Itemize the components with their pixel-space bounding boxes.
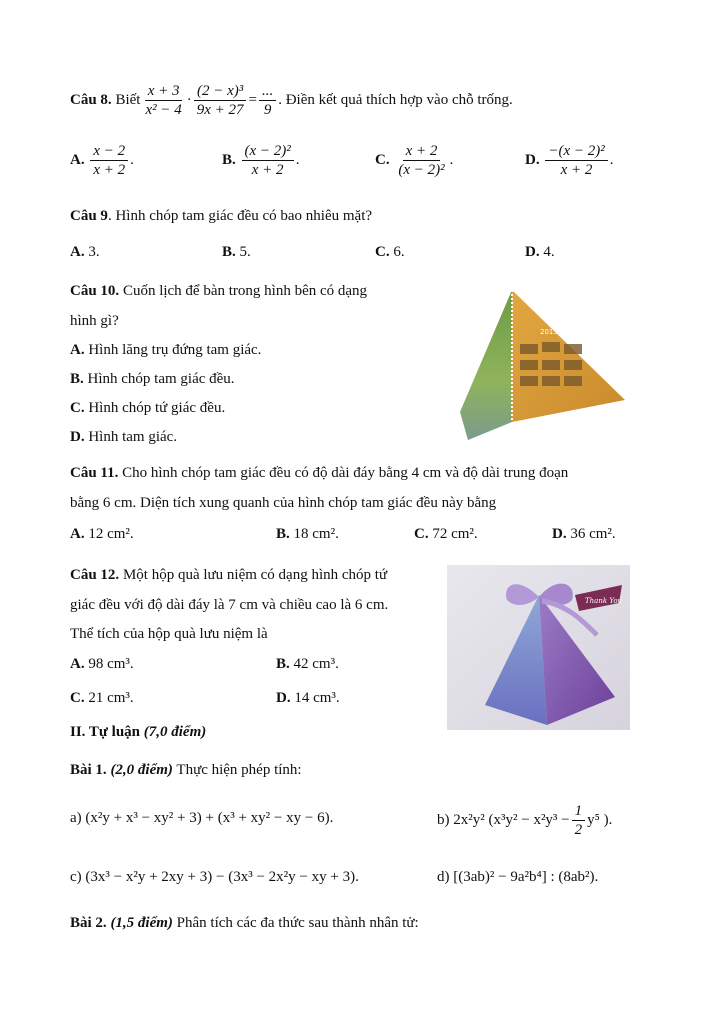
q8-fraction-3: $\frac{...}{9}$ (259, 82, 276, 119)
q9-stem (70, 208, 372, 225)
q8-lead: Biết (115, 91, 141, 108)
calendar-year: 2015 (540, 328, 558, 336)
q8-equals: = (248, 91, 257, 108)
q11-stem-line1: Câu 11. Cho hình chóp tam giác đều có độ dài đáy bằng 4 cm và độ dài trung đoạn (70, 465, 569, 481)
q12-stem-line2: giác đều với độ dài đáy là 7 cm và chiều cao là 6 cm. (70, 597, 389, 613)
q9-option-d: D. 4. (525, 244, 555, 260)
q10-option-c: C. Hình chóp tứ giác đều. (70, 400, 226, 416)
gift-box-pyramid-image (447, 565, 630, 730)
q8-stem (70, 80, 513, 120)
section2-heading: II. Tự luận (7,0 điểm) (70, 724, 207, 740)
q8-fraction-2: $\frac{\text{(2 − x)³}}{9x + 27}$ (194, 82, 247, 119)
q10-option-d: D. Hình tam giác. (70, 429, 178, 445)
q10-stem-line2: hình gì? (70, 313, 119, 329)
q12-stem-line3: Thể tích của hộp quà lưu niệm là (70, 626, 268, 642)
gift-tag-text: Thank You (585, 597, 623, 605)
q10-option-a: A. Hình lăng trụ đứng tam giác. (70, 342, 262, 358)
q8-tail: . Điền kết quả thích hợp vào chỗ trống. (278, 91, 513, 108)
q9-option-a: A. 3. (70, 244, 100, 260)
q10-stem-line1: Câu 10. Cuốn lịch để bàn trong hình bên có dạng (70, 283, 368, 299)
bai1-heading: Bài 1. (2,0 điểm) Thực hiện phép tính: (70, 762, 302, 778)
q12-stem-line1: Câu 12. Một hộp quà lưu niệm có dạng hình chóp tứ (70, 567, 388, 583)
q9-text: . Hình chóp tam giác đều có bao nhiêu mặt? (107, 208, 373, 224)
q11-option-b: B. 18 cm². (276, 526, 339, 542)
pyramid-calendar-image (440, 282, 630, 447)
q11-option-a: A. 12 cm². (70, 526, 134, 542)
q8-option-b: B. $\frac{\text{(x − 2)²}}{x + 2}$ . (222, 142, 300, 178)
q10-option-b: B. Hình chóp tam giác đều. (70, 371, 235, 387)
q8-option-a: A. $\frac{x - 2}{x + 2}$ . (70, 142, 134, 178)
q8-option-d: D. $\frac{\text{−(x − 2)²}}{x + 2}$ . (525, 142, 614, 178)
q8-label: Câu 8. (70, 91, 112, 108)
q9-option-b: B. 5. (222, 244, 251, 260)
q9-label: Câu 9 (70, 208, 108, 224)
bai1-part-a: a) (x²y + x³ − xy² + 3) + (x³ + xy² − xy − 6). (70, 810, 334, 826)
q11-option-c: C. 72 cm². (414, 526, 478, 542)
q12-option-c: C. 21 cm³. (70, 690, 134, 706)
q8-dot: · (186, 91, 192, 108)
q8-fraction-1: $\frac{x + 3}{\text{x² − 4}}$ (145, 82, 182, 118)
q11-stem-line2: bằng 6 cm. Diện tích xung quanh của hình chóp tam giác đều này bằng (70, 495, 497, 511)
q11-option-d: D. 36 cm². (552, 526, 616, 542)
bai1-part-c: c) (3x³ − x²y + 2xy + 3) − (3x³ − 2x²y − xy + 3). (70, 869, 359, 885)
bai1-part-b: b) 2x²y² (x³y² − x²y³ − $\frac{1}{2}$ y⁵ ). (437, 802, 613, 838)
q12-option-b: B. 42 cm³. (276, 656, 339, 672)
q12-option-a: A. 98 cm³. (70, 656, 134, 672)
bai1-part-d: d) [(3ab)² − 9a²b⁴] : (8ab²). (437, 869, 599, 885)
q8-option-c: C. $\frac{x + 2}{\text{(x − 2)²}}$ . (375, 142, 454, 178)
q9-option-c: C. 6. (375, 244, 405, 260)
q12-option-d: D. 14 cm³. (276, 690, 340, 706)
bai2-heading: Bài 2. (1,5 điểm) Phân tích các đa thức sau thành nhân tử: (70, 915, 419, 931)
